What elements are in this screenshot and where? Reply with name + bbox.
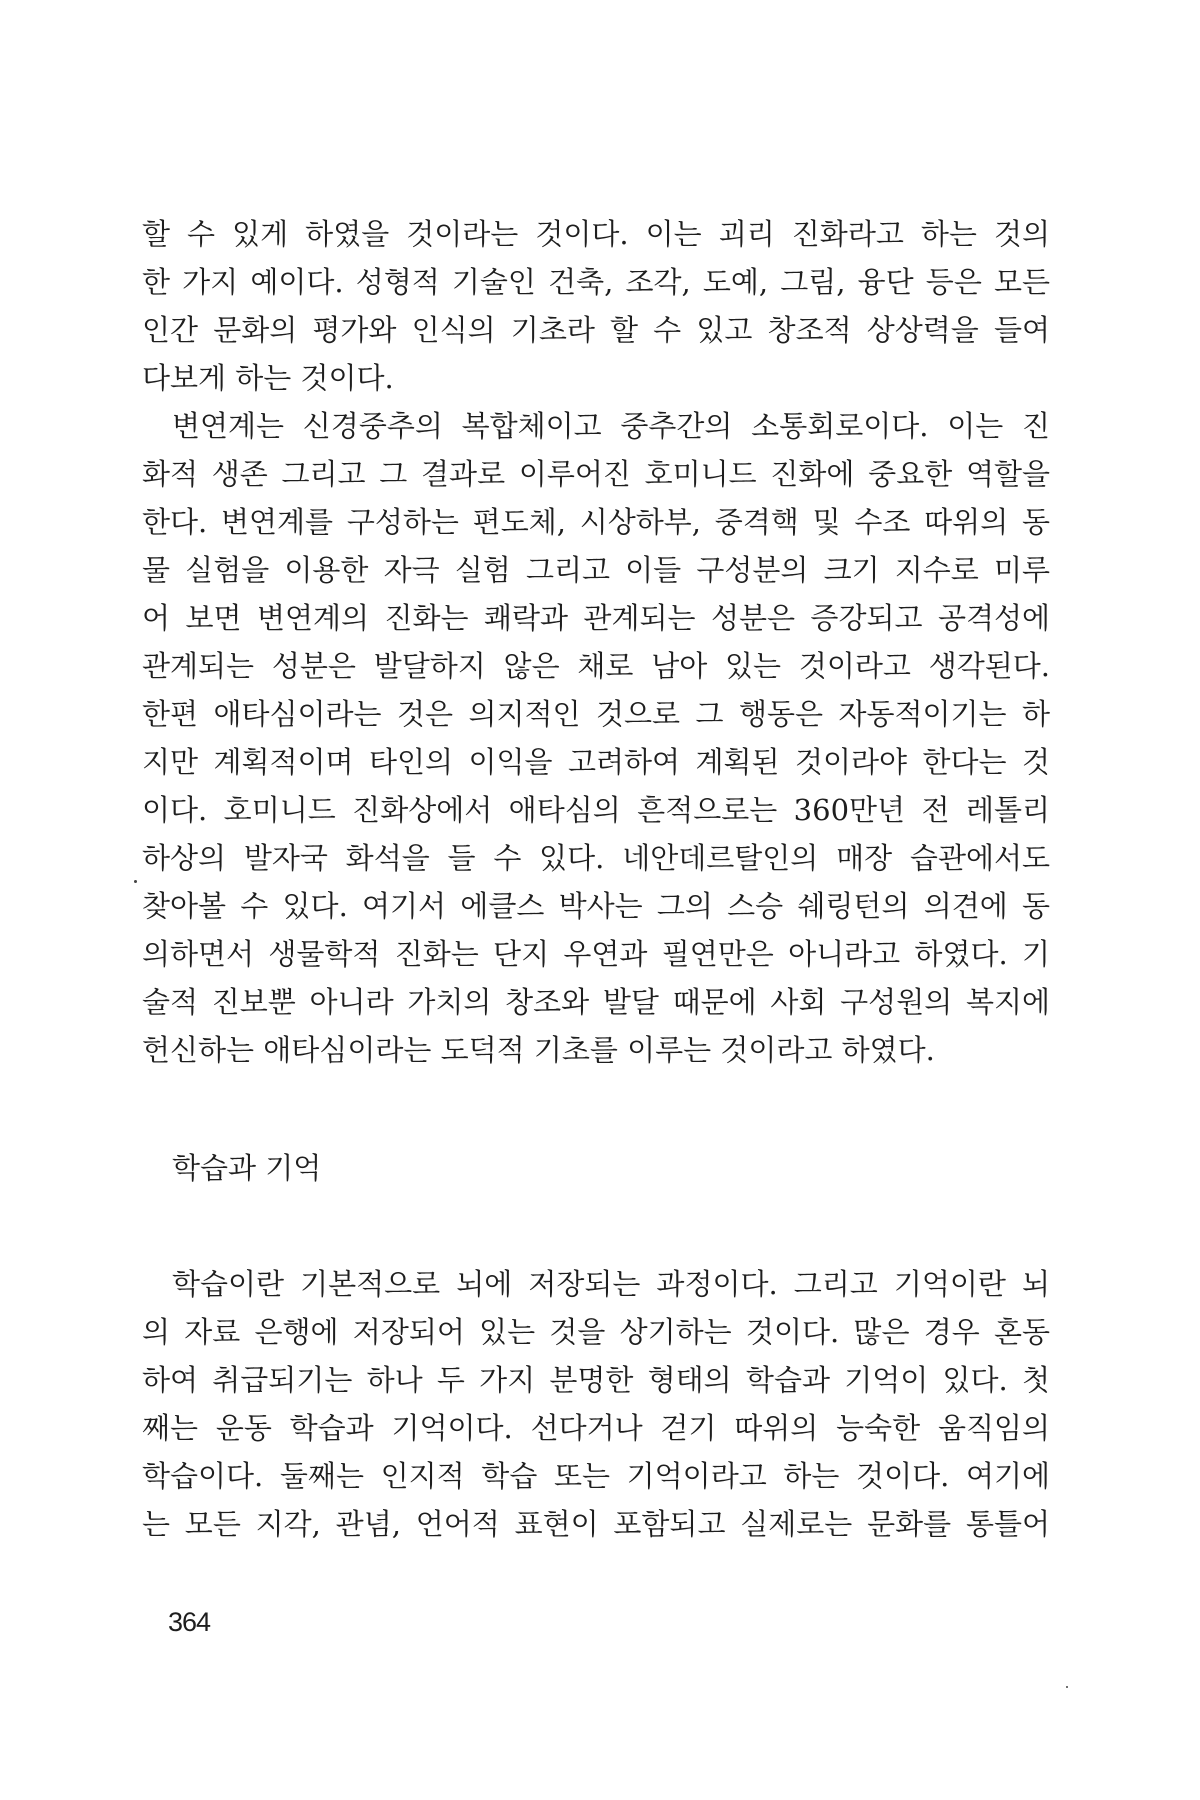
text-line: 한다. 변연계를 구성하는 편도체, 시상하부, 중격핵 및 수조 따위의 동 bbox=[142, 505, 1050, 539]
text-line: 의 자료 은행에 저장되어 있는 것을 상기하는 것이다. 많은 경우 혼동 bbox=[142, 1315, 1050, 1349]
text-line: 의하면서 생물학적 진화는 단지 우연과 필연만은 아니라고 하였다. 기 bbox=[142, 937, 1050, 971]
text-line: 째는 운동 학습과 기억이다. 선다거나 걷기 따위의 능숙한 움직임의 bbox=[142, 1411, 1050, 1445]
text-line: 학습이다. 둘째는 인지적 학습 또는 기억이라고 하는 것이다. 여기에 bbox=[142, 1459, 1050, 1493]
text-line: 찾아볼 수 있다. 여기서 에클스 박사는 그의 스승 쉐링턴의 의견에 동 bbox=[142, 889, 1050, 923]
text-line: 한편 애타심이라는 것은 의지적인 것으로 그 행동은 자동적이기는 하 bbox=[142, 697, 1050, 731]
text-line: 술적 진보뿐 아니라 가치의 창조와 발달 때문에 사회 구성원의 복지에 bbox=[142, 985, 1050, 1019]
text-line: 하여 취급되기는 하나 두 가지 분명한 형태의 학습과 기억이 있다. 첫 bbox=[142, 1363, 1050, 1397]
text-line: 하상의 발자국 화석을 들 수 있다. 네안데르탈인의 매장 습관에서도 bbox=[142, 841, 1050, 875]
scan-speck bbox=[134, 880, 137, 883]
text-line: 어 보면 변연계의 진화는 쾌락과 관계되는 성분은 증강되고 공격성에 bbox=[142, 601, 1050, 635]
text-line: 한 가지 예이다. 성형적 기술인 건축, 조각, 도예, 그림, 융단 등은 모든 bbox=[142, 265, 1050, 299]
text-line: 변연계는 신경중추의 복합체이고 중추간의 소통회로이다. 이는 진 bbox=[172, 409, 1050, 443]
text-line: 이다. 호미니드 진화상에서 애타심의 흔적으로는 360만년 전 레톨리 bbox=[142, 793, 1050, 827]
text-line: 학습이란 기본적으로 뇌에 저장되는 과정이다. 그리고 기억이란 뇌 bbox=[172, 1267, 1050, 1301]
text-line: 다보게 하는 것이다. bbox=[142, 361, 394, 395]
text-line: 화적 생존 그리고 그 결과로 이루어진 호미니드 진화에 중요한 역할을 bbox=[142, 457, 1050, 491]
text-line: 는 모든 지각, 관념, 언어적 표현이 포함되고 실제로는 문화를 통틀어 bbox=[142, 1507, 1050, 1541]
scan-speck bbox=[1066, 1686, 1068, 1688]
text-line: 지만 계획적이며 타인의 이익을 고려하여 계획된 것이라야 한다는 것 bbox=[142, 745, 1050, 779]
text-line: 헌신하는 애타심이라는 도덕적 기초를 이루는 것이라고 하였다. bbox=[142, 1033, 935, 1067]
text-line: 인간 문화의 평가와 인식의 기초라 할 수 있고 창조적 상상력을 들여 bbox=[142, 313, 1050, 347]
section-heading: 학습과 기억 bbox=[172, 1151, 322, 1185]
text-line: 관계되는 성분은 발달하지 않은 채로 남아 있는 것이라고 생각된다. bbox=[142, 649, 1050, 683]
page-number: 364 bbox=[168, 1607, 211, 1637]
text-line: 할 수 있게 하였을 것이라는 것이다. 이는 괴리 진화라고 하는 것의 bbox=[142, 217, 1050, 251]
text-line: 물 실험을 이용한 자극 실험 그리고 이들 구성분의 크기 지수로 미루 bbox=[142, 553, 1050, 587]
